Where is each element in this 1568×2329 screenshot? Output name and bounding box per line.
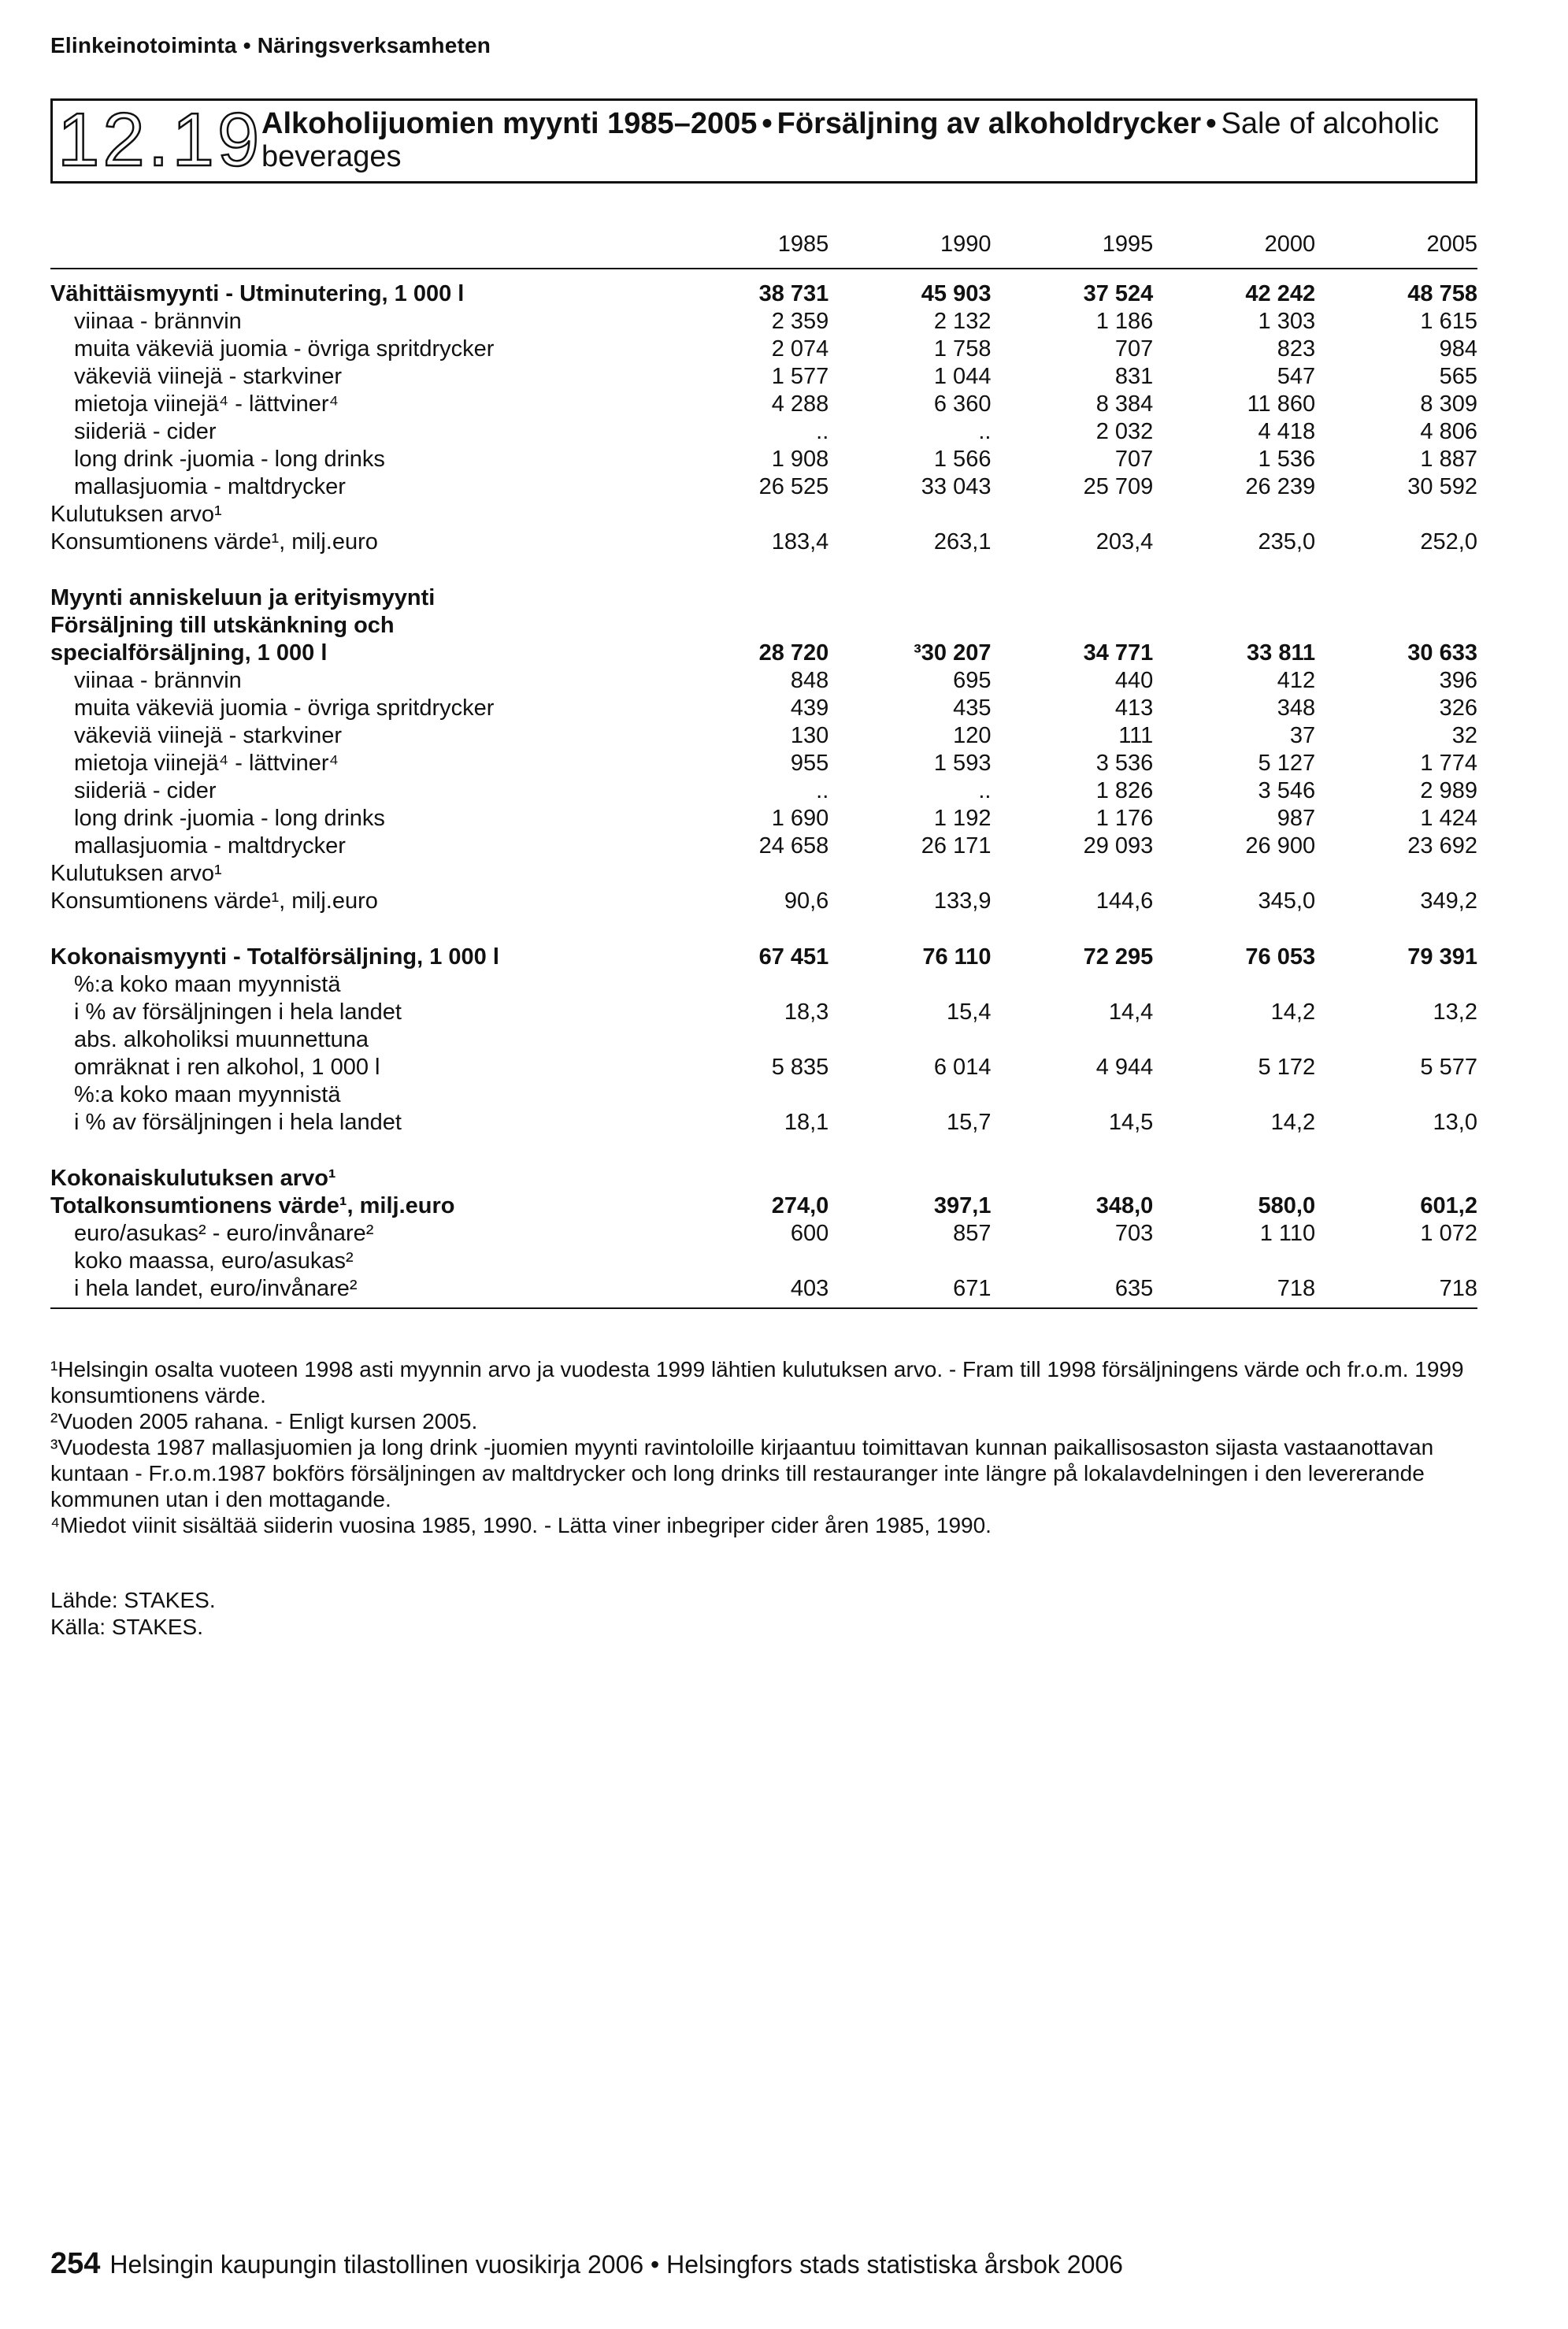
row-value: 4 944 (1095, 1055, 1154, 1080)
table-row (50, 473, 1477, 501)
row-value (991, 971, 1153, 999)
footer-text: Helsingin kaupungin tilastollinen vuosikirja 2006 • Helsingfors stads statistiska årsbok 2006 (109, 2250, 1123, 2279)
row-value (1315, 1165, 1477, 1192)
row-value (1153, 501, 1315, 528)
row-value: 183,4 (771, 529, 829, 554)
row-value: 823 (1277, 336, 1316, 362)
row-label: abs. alkoholiksi muunnettuna (74, 1027, 369, 1052)
row-label: väkeviä viinejä - starkviner (74, 364, 343, 389)
row-value (666, 1165, 828, 1192)
row-label: koko maassa, euro/asukas² (74, 1248, 354, 1274)
row-value: 13,0 (1433, 1110, 1477, 1135)
row-value: 635 (991, 1275, 1153, 1308)
table-row (50, 971, 1477, 999)
row-label: muita väkeviä juomia - övriga spritdrycker (74, 695, 495, 721)
column-header: 2005 (1315, 231, 1477, 269)
row-label: long drink -juomia - long drinks (74, 447, 385, 472)
table-row (50, 888, 1477, 915)
row-value (828, 1165, 991, 1192)
row-value: 2 132 (933, 309, 992, 334)
row-value: 348 (1277, 695, 1316, 721)
row-value (1153, 612, 1315, 640)
row-label: Kokonaismyynti - Totalförsäljning, 1 000 l (50, 944, 499, 970)
table-row (50, 1054, 1477, 1081)
row-value: 2 074 (771, 336, 829, 362)
row-value (1153, 971, 1315, 999)
row-value: 440 (1114, 668, 1154, 693)
row-value: ³30 207 (914, 640, 992, 666)
row-value: 349,2 (1420, 888, 1477, 914)
row-value (1315, 1026, 1477, 1054)
table-row (50, 1192, 1477, 1220)
row-value: 3 546 (1258, 778, 1316, 803)
row-value: 30 592 (1407, 474, 1477, 499)
column-header: 1995 (991, 231, 1153, 269)
table-row (50, 722, 1477, 750)
row-label: %:a koko maan myynnistä (74, 1082, 341, 1107)
row-value: 600 (790, 1221, 829, 1246)
row-value (828, 971, 991, 999)
row-value (828, 860, 991, 888)
row-value: 565 (1439, 364, 1477, 389)
row-label: i % av försäljningen i hela landet (74, 1110, 402, 1135)
row-value (666, 501, 828, 528)
row-value: 1 887 (1420, 447, 1477, 472)
row-value: 15,4 (947, 999, 992, 1025)
row-value: 707 (1114, 336, 1154, 362)
row-value: 326 (1439, 695, 1477, 721)
row-value: 848 (790, 668, 829, 693)
row-value: 28 720 (758, 640, 829, 666)
row-value (991, 1026, 1153, 1054)
table-row (50, 584, 1477, 612)
row-value: 263,1 (933, 529, 992, 554)
row-value: 67 451 (758, 944, 829, 970)
source (50, 1587, 216, 1641)
row-value: 1 774 (1420, 751, 1477, 776)
row-label: siideriä - cider (74, 419, 217, 444)
row-value: 25 709 (1083, 474, 1154, 499)
table-row (50, 336, 1477, 363)
row-label: Kulutuksen arvo¹ (50, 502, 222, 527)
row-value: 34 771 (1083, 640, 1154, 666)
row-value: .. (978, 778, 992, 803)
row-value: 1 110 (1259, 1221, 1316, 1246)
row-value (828, 1081, 991, 1109)
row-value: .. (978, 419, 992, 444)
row-value: 18,3 (784, 999, 829, 1025)
row-value: 32 (1451, 723, 1477, 748)
column-header: 2000 (1153, 231, 1315, 269)
row-value: 435 (953, 695, 992, 721)
row-label: väkeviä viinejä - starkviner (74, 723, 343, 748)
row-value: 984 (1439, 336, 1477, 362)
row-value: 1 176 (1095, 806, 1154, 831)
row-value: 955 (790, 751, 829, 776)
table-row (50, 1109, 1477, 1137)
table-row (50, 667, 1477, 695)
footnote: ³Vuodesta 1987 mallasjuomien ja long drink -juomien myynti ravintoloille kirjaantuu toimittavan kunnan paikallisosaston sijasta vastaanottavan kuntaan - Fr.o.m.1987 bokförs försäljningen av maltdrycker och long drinks till restauranger inte längre på lokalavdelningen i den levererande kommunen utan i den mottagande. (50, 1435, 1434, 1511)
row-value: 4 806 (1420, 419, 1477, 444)
row-value: 1 536 (1258, 447, 1316, 472)
row-value: 580,0 (1258, 1193, 1316, 1218)
table-row (50, 640, 1477, 667)
row-value: 26 525 (758, 474, 829, 499)
row-value (666, 584, 828, 612)
row-value (991, 1081, 1153, 1109)
footnote: ¹Helsingin osalta vuoteen 1998 asti myynnin arvo ja vuodesta 1999 lähtien kulutuksen arvo. - Fram till 1998 försäljningens värde och fr.o.m. 1999 konsumtionens värde. (50, 1357, 1464, 1407)
table-row (50, 750, 1477, 777)
row-label: Konsumtionens värde¹, milj.euro (50, 529, 378, 554)
row-label: Kokonaiskulutuksen arvo¹ (50, 1166, 336, 1191)
row-value: 203,4 (1095, 529, 1154, 554)
row-label: Konsumtionens värde¹, milj.euro (50, 888, 378, 914)
row-value: 8 384 (1095, 391, 1154, 417)
row-value (991, 1165, 1153, 1192)
row-value: 718 (1153, 1275, 1315, 1308)
table-row (50, 999, 1477, 1026)
row-value: 831 (1114, 364, 1154, 389)
section-header: Elinkeinotoiminta • Näringsverksamheten (50, 33, 491, 57)
row-value: 48 758 (1407, 281, 1477, 306)
row-value: 33 811 (1247, 640, 1316, 666)
row-value: 1 044 (933, 364, 992, 389)
row-value: .. (816, 778, 829, 803)
row-value: 76 053 (1245, 944, 1316, 970)
footnote: ²Vuoden 2005 rahana. - Enligt kursen 2005. (50, 1409, 478, 1433)
row-value (1315, 1248, 1477, 1275)
page-number: 254 (50, 2247, 101, 2280)
row-value: 601,2 (1420, 1193, 1477, 1218)
row-value (666, 1248, 828, 1275)
table-row (50, 528, 1477, 556)
page-footer (50, 2249, 1123, 2279)
row-value: 26 239 (1245, 474, 1316, 499)
row-value: 45 903 (921, 281, 992, 306)
row-label: mietoja viinejä⁴ - lättviner⁴ (74, 751, 339, 776)
row-value: 5 577 (1420, 1055, 1477, 1080)
row-value: 30 633 (1407, 640, 1477, 666)
row-label: muita väkeviä juomia - övriga spritdrycker (74, 336, 495, 362)
row-value: 1 192 (933, 806, 992, 831)
row-value (666, 612, 828, 640)
title-fi: Alkoholijuomien myynti 1985–2005 (261, 107, 758, 140)
row-value: 413 (1114, 695, 1154, 721)
row-value (1153, 1165, 1315, 1192)
row-value (1315, 1081, 1477, 1109)
row-value: 703 (1114, 1221, 1154, 1246)
row-value: 1 424 (1420, 806, 1477, 831)
row-value: 90,6 (784, 888, 829, 914)
statistics-table (50, 231, 1477, 1309)
row-value (1315, 860, 1477, 888)
row-value: 111 (1118, 723, 1154, 748)
row-value: 14,2 (1270, 1110, 1316, 1135)
row-label: Vähittäismyynti - Utminutering, 1 000 l (50, 281, 465, 306)
row-value: 403 (666, 1275, 828, 1308)
row-value (828, 1248, 991, 1275)
row-value (828, 612, 991, 640)
row-value: 14,2 (1270, 999, 1316, 1025)
row-value (991, 501, 1153, 528)
row-value (1315, 584, 1477, 612)
row-value: 14,5 (1108, 1110, 1154, 1135)
row-value: 38 731 (758, 281, 829, 306)
row-value (1153, 1248, 1315, 1275)
table-row (50, 805, 1477, 833)
row-label: mietoja viinejä⁴ - lättviner⁴ (74, 391, 339, 417)
row-value (1315, 971, 1477, 999)
title-sv: Försäljning av alkoholdrycker (777, 107, 1202, 140)
row-value (1153, 1081, 1315, 1109)
spacer-cell (50, 1137, 1477, 1165)
row-value: 13,2 (1433, 999, 1477, 1025)
row-label: i hela landet, euro/invånare² (50, 1275, 666, 1308)
row-value: 37 524 (1083, 281, 1154, 306)
row-value (828, 1026, 991, 1054)
spacer-row (50, 915, 1477, 944)
spacer-row (50, 1137, 1477, 1165)
row-value: 4 288 (771, 391, 829, 417)
row-value (1315, 612, 1477, 640)
footnotes (50, 1356, 1477, 1538)
row-value: 412 (1277, 668, 1316, 693)
row-value: 397,1 (933, 1193, 992, 1218)
row-value: 42 242 (1245, 281, 1316, 306)
row-value (666, 1081, 828, 1109)
row-value: 15,7 (947, 1110, 992, 1135)
row-value: 274,0 (771, 1193, 829, 1218)
row-value: 707 (1114, 447, 1154, 472)
row-value: 6 014 (933, 1055, 992, 1080)
row-value: 24 658 (758, 833, 829, 859)
row-value: 3 536 (1095, 751, 1154, 776)
table-title-box (50, 98, 1477, 184)
row-value: 29 093 (1083, 833, 1154, 859)
row-value: 79 391 (1407, 944, 1477, 970)
title-en: Sale of alcoholic beverages (261, 107, 1440, 173)
row-value: 6 360 (933, 391, 992, 417)
row-value (991, 1248, 1153, 1275)
row-value: 2 989 (1420, 778, 1477, 803)
row-value (1315, 501, 1477, 528)
row-label: viinaa - brännvin (74, 668, 242, 693)
row-value: 1 826 (1095, 778, 1154, 803)
row-value: 2 359 (771, 309, 829, 334)
row-value (991, 584, 1153, 612)
table-row (50, 269, 1477, 308)
row-value: 235,0 (1258, 529, 1316, 554)
row-value (991, 860, 1153, 888)
row-label: omräknat i ren alkohol, 1 000 l (74, 1055, 380, 1080)
source-fi: Lähde: STAKES. (50, 1588, 216, 1612)
table-row (50, 501, 1477, 528)
row-value: 1 690 (771, 806, 829, 831)
row-value: 1 908 (771, 447, 829, 472)
column-header: 1990 (828, 231, 991, 269)
row-value (666, 1026, 828, 1054)
row-value: 130 (790, 723, 829, 748)
table-row (50, 418, 1477, 446)
row-value: 133,9 (933, 888, 992, 914)
row-value (666, 860, 828, 888)
row-value: 348,0 (1095, 1193, 1154, 1218)
row-value: 26 900 (1245, 833, 1316, 859)
table-row (50, 777, 1477, 805)
table-row (50, 860, 1477, 888)
table-row (50, 1165, 1477, 1192)
row-label: specialförsäljning, 1 000 l (50, 640, 328, 666)
row-value: 345,0 (1258, 888, 1316, 914)
row-value (991, 612, 1153, 640)
table-row (50, 1220, 1477, 1248)
row-value: 1 566 (933, 447, 992, 472)
row-value: 1 758 (933, 336, 992, 362)
table-row (50, 446, 1477, 473)
row-label: viinaa - brännvin (74, 309, 242, 334)
table-row (50, 1275, 1477, 1308)
row-value (1153, 1026, 1315, 1054)
table-row (50, 1081, 1477, 1109)
table-row (50, 363, 1477, 391)
row-label: Kulutuksen arvo¹ (50, 861, 222, 886)
source-sv: Källa: STAKES. (50, 1615, 204, 1639)
row-value: 5 835 (771, 1055, 829, 1080)
row-value: 4 418 (1258, 419, 1316, 444)
row-value: 5 172 (1258, 1055, 1316, 1080)
row-value: 718 (1315, 1275, 1477, 1308)
row-label: euro/asukas² - euro/invånare² (74, 1221, 374, 1246)
header-row (50, 231, 1477, 269)
row-label: siideriä - cider (74, 778, 217, 803)
row-value: 23 692 (1407, 833, 1477, 859)
spacer-cell (50, 556, 1477, 584)
row-label: Myynti anniskeluun ja erityismyynti (50, 585, 436, 610)
row-label: Försäljning till utskänkning och (50, 613, 395, 638)
row-value: 252,0 (1420, 529, 1477, 554)
row-value (1153, 860, 1315, 888)
header-label-cell (50, 231, 666, 269)
table-row (50, 944, 1477, 971)
row-value: 33 043 (921, 474, 992, 499)
spacer-row (50, 556, 1477, 584)
row-value: 671 (828, 1275, 991, 1308)
row-value: 76 110 (922, 944, 992, 970)
row-value (828, 584, 991, 612)
row-value: 2 032 (1095, 419, 1154, 444)
footnote: ⁴Miedot viinit sisältää siiderin vuosina 1985, 1990. - Lätta viner inbegriper cider åren 1985, 1990. (50, 1513, 992, 1537)
spacer-cell (50, 915, 1477, 944)
row-value: 8 309 (1420, 391, 1477, 417)
table-title: Alkoholijuomien myynti 1985–2005 • Försäljning av alkoholdrycker • Sale of alcoholic beverages (261, 107, 1440, 173)
row-value: 439 (790, 695, 829, 721)
row-value: 396 (1439, 668, 1477, 693)
row-value: .. (816, 419, 829, 444)
row-value: 37 (1289, 723, 1316, 748)
table-row (50, 391, 1477, 418)
table-row (50, 612, 1477, 640)
row-label: i % av försäljningen i hela landet (74, 999, 402, 1025)
row-label: %:a koko maan myynnistä (74, 972, 341, 997)
row-value: 5 127 (1258, 751, 1316, 776)
table-row (50, 1248, 1477, 1275)
row-value: 14,4 (1108, 999, 1154, 1025)
row-label: long drink -juomia - long drinks (74, 806, 385, 831)
table-row (50, 1026, 1477, 1054)
row-value: 1 593 (933, 751, 992, 776)
row-value: 11 860 (1247, 391, 1316, 417)
row-label: mallasjuomia - maltdrycker (74, 474, 346, 499)
table-row (50, 308, 1477, 336)
row-value: 987 (1277, 806, 1316, 831)
row-value: 120 (953, 723, 992, 748)
row-label: mallasjuomia - maltdrycker (74, 833, 346, 859)
row-value (666, 971, 828, 999)
row-value: 26 171 (921, 833, 992, 859)
row-value: 18,1 (784, 1110, 829, 1135)
row-value: 547 (1277, 364, 1316, 389)
row-value: 144,6 (1095, 888, 1154, 914)
table-row (50, 695, 1477, 722)
row-value (1153, 584, 1315, 612)
row-value (828, 501, 991, 528)
table-number: 12.19 (57, 98, 263, 182)
column-header: 1985 (666, 231, 828, 269)
row-value: 695 (953, 668, 992, 693)
table-row (50, 833, 1477, 860)
row-value: 1 615 (1420, 309, 1477, 334)
row-value: 1 186 (1095, 309, 1154, 334)
row-value: 72 295 (1083, 944, 1154, 970)
row-value: 1 577 (771, 364, 829, 389)
row-value: 857 (953, 1221, 992, 1246)
row-label: Totalkonsumtionens värde¹, milj.euro (50, 1193, 455, 1218)
row-value: 1 072 (1420, 1221, 1477, 1246)
row-value: 1 303 (1258, 309, 1316, 334)
